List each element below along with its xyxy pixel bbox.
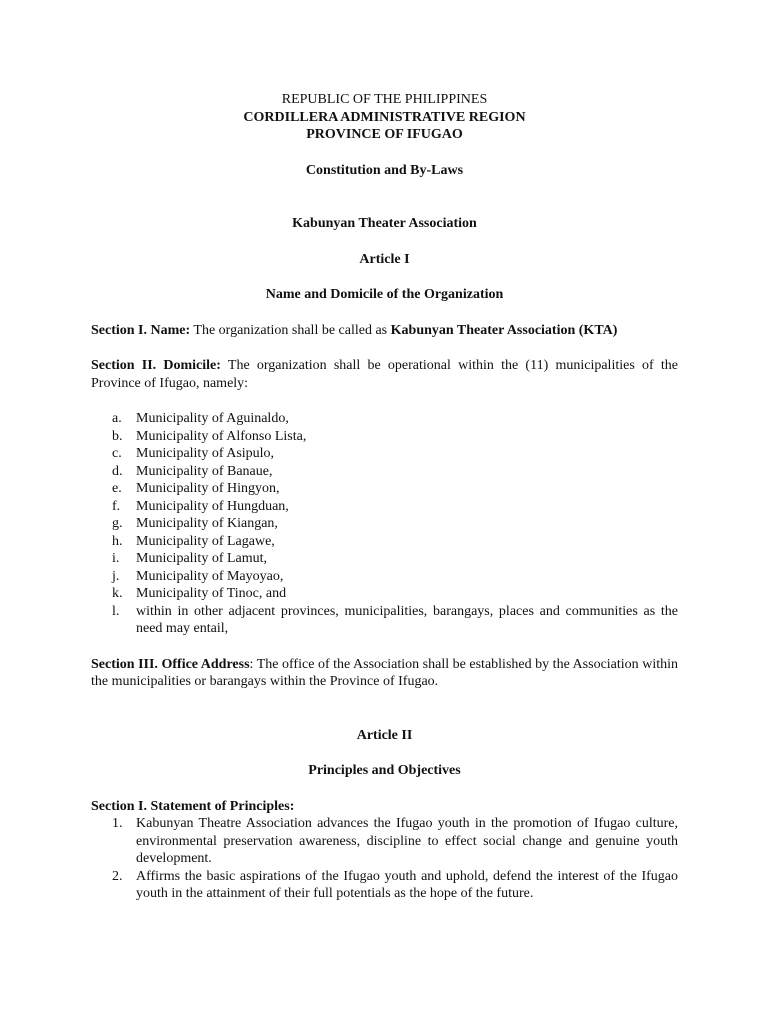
- section-domicile: [91, 357, 678, 392]
- municipality-list: [91, 410, 678, 638]
- document-page: [91, 91, 678, 903]
- list-item: l. within in other adjacent provinces, municipalities, barangays, places and communities as the need may entail,: [112, 603, 678, 636]
- list-item: 1. Kabunyan Theatre Association advances the Ifugao youth in the promotion of Ifugao culture, environmental preservation awareness, discipline to effect social change and genuine youth development.: [112, 816, 678, 866]
- header-province: PROVINCE OF IFUGAO: [306, 127, 463, 142]
- section-name-label: Section I. Name:: [91, 322, 191, 338]
- article-2-subtitle: Principles and Objectives: [308, 763, 461, 778]
- section-principles-label: Section I. Statement of Principles:: [91, 798, 295, 814]
- list-item: k. Municipality of Tinoc, and: [112, 586, 287, 601]
- organization-name: Kabunyan Theater Association: [292, 216, 477, 231]
- list-item: g. Municipality of Kiangan,: [112, 516, 278, 531]
- list-item: c. Municipality of Asipulo,: [112, 446, 275, 461]
- section-office-text: : The office of the Association shall be established by the Association within the municipalities or barangays within the Province of Ifugao.: [91, 656, 678, 689]
- list-item: 2. Affirms the basic aspirations of the Ifugao youth and uphold, defend the interest of the Ifugao youth in the attainment of their full potentials as the hope of the future.: [112, 868, 678, 901]
- article-1-subtitle: Name and Domicile of the Organization: [265, 287, 504, 302]
- list-item: d. Municipality of Banaue,: [112, 463, 273, 479]
- header-region: CORDILLERA ADMINISTRATIVE REGION: [243, 109, 526, 125]
- list-item: b. Municipality of Alfonso Lista,: [112, 428, 307, 444]
- section-name: [91, 322, 678, 340]
- document-title: Constitution and By-Laws: [305, 162, 464, 178]
- section-name-text: The organization shall be called as: [190, 322, 391, 338]
- list-item: j. Municipality of Mayoyao,: [112, 568, 284, 584]
- header-republic: REPUBLIC OF THE PHILIPPINES: [281, 92, 488, 107]
- list-item: i. Municipality of Lamut,: [112, 551, 268, 566]
- section-domicile-label: Section II. Domicile:: [91, 358, 221, 373]
- list-item: e. Municipality of Hingyon,: [112, 481, 280, 496]
- list-item: f. Municipality of Hungduan,: [112, 498, 289, 514]
- list-item: h. Municipality of Lagawe,: [112, 533, 275, 549]
- article-2-title: Article II: [356, 727, 413, 743]
- article-1-title: Article I: [359, 251, 410, 267]
- list-item: a. Municipality of Aguinaldo,: [112, 411, 289, 426]
- principles-list: [91, 815, 678, 903]
- section-name-org: Kabunyan Theater Association (KTA): [390, 322, 618, 338]
- section-office-label: Section III. Office Address: [91, 656, 250, 672]
- section-domicile-text: The organization shall be operational within the (11) municipalities of the Province of Ifugao, namely:: [91, 358, 678, 391]
- section-office-address: [91, 656, 678, 691]
